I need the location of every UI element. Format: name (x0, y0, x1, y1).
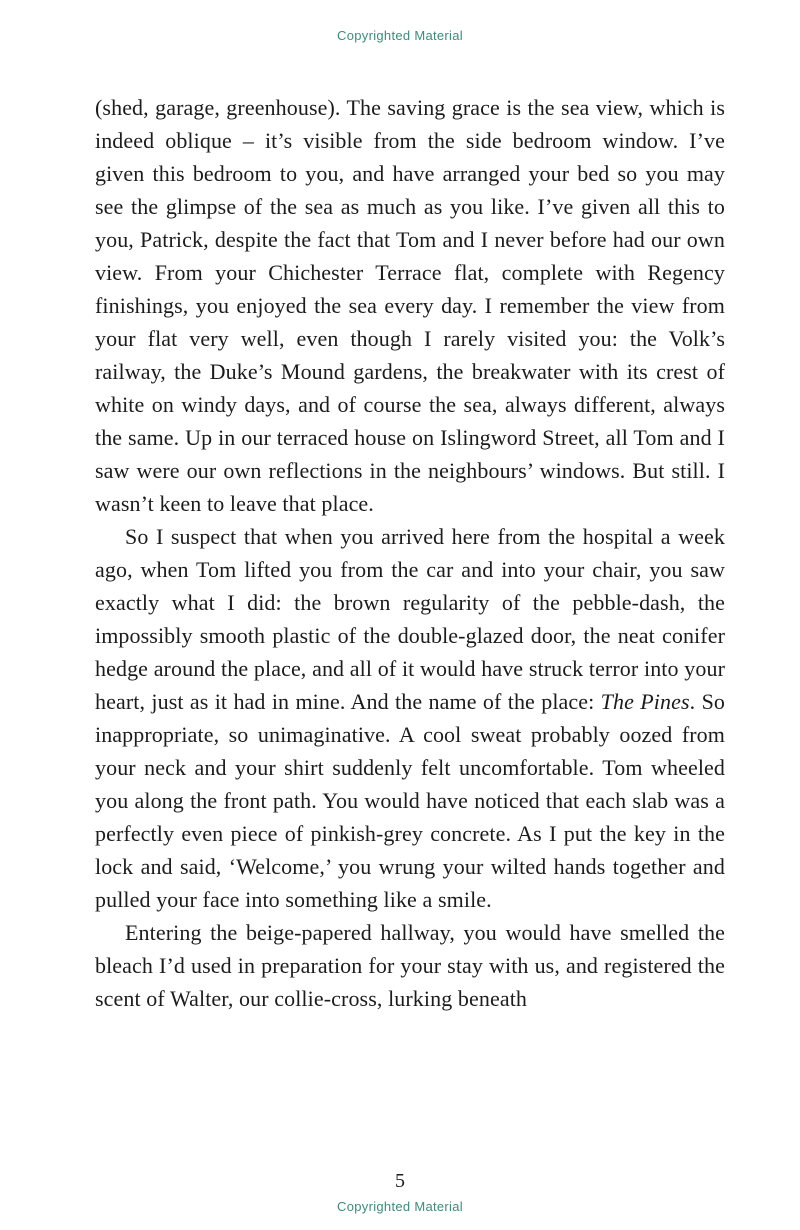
text-segment: . So inappropriate, so unimaginative. A cool sweat probably oozed from your neck and your shirt suddenly felt uncomfortable. Tom wheeled you along the front path. You would have noticed that each slab was a perfectly even piece of pinkish-grey concrete. As I put the key in the lock and said, ‘Welcome,’ you wrung your wilted hands together and pulled your face into something like a smile. (95, 689, 726, 912)
page-number: 5 (395, 1170, 405, 1192)
page-footer (0, 1170, 800, 1214)
paragraph (95, 91, 725, 520)
copyright-notice-bottom: Copyrighted Material (337, 1199, 463, 1214)
text-segment: Entering the beige-papered hallway, you would have smelled the bleach I’d used in preparation for your stay with us, and registered the scent of Walter, our collie-cross, lurking beneath (95, 920, 725, 1011)
text-segment: (shed, garage, greenhouse). The saving grace is the sea view, which is indeed oblique – it’s visible from the side bedroom window. I’ve given this bedroom to you, and have arranged your bed so you may see the glimpse of the sea as much as you like. I’ve given all this to you, Patrick, despite the fact that Tom and I never before had our own view. From your Chichester Terrace flat, complete with Regency finishings, you enjoyed the sea every day. I remember the view from your flat very well, even though I rarely visited you: the Volk’s railway, the Duke’s Mound gardens, the breakwater with its crest of white on windy days, and of course the sea, always different, always the same. Up in our terraced house on Islingword Street, all Tom and I saw were our own reflections in the neighbours’ windows. But still. I wasn’t keen to leave that place. (95, 95, 725, 516)
paragraph (95, 520, 725, 916)
paragraph (95, 916, 725, 1015)
text-segment: So I suspect that when you arrived here from the hospital a week ago, when Tom lifted you from the car and into your chair, you saw exactly what I did: the brown regularity of the pebble-dash, the impossibly smooth plastic of the double-glazed door, the neat conifer hedge around the place, and all of it would have struck terror into your heart, just as it had in mine. And the name of the place: (95, 524, 725, 714)
copyright-notice-top: Copyrighted Material (337, 28, 463, 43)
italic-text: The Pines (600, 689, 690, 714)
text-block (95, 91, 725, 1015)
